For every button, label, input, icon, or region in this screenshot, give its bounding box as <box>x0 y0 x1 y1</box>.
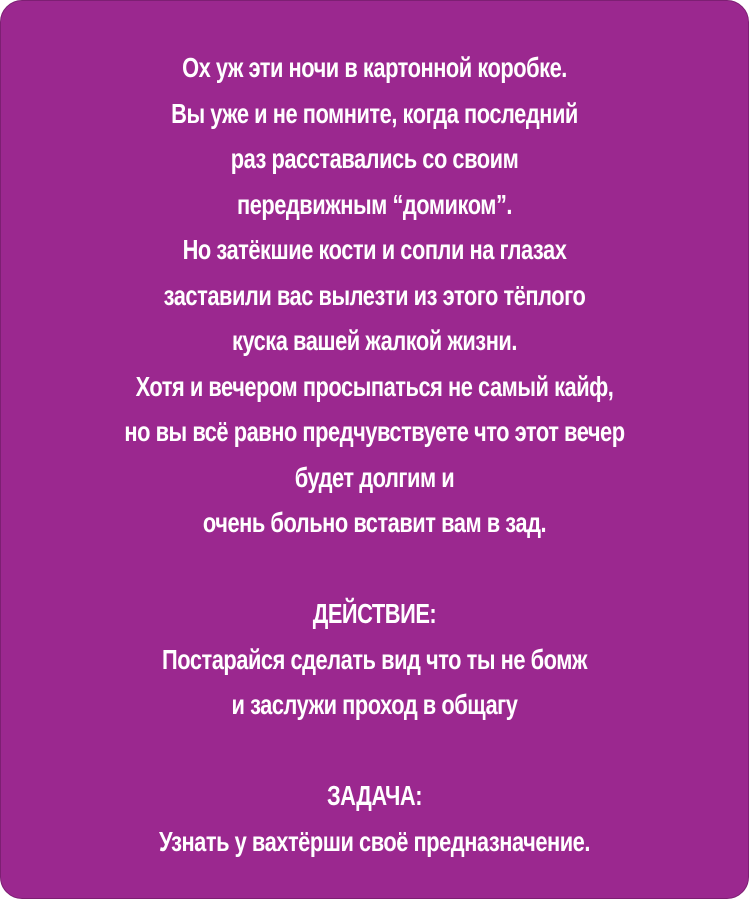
story-text <box>83 45 666 864</box>
intro-line: Ох уж эти ночи в картонной коробке. <box>182 52 567 83</box>
intro-line: раз расставались со своим <box>230 143 519 174</box>
task-heading: ЗАДАЧА: <box>326 780 423 811</box>
intro-line: Но затёкшие кости и сопли на глазах <box>182 234 567 265</box>
intro-line: передвижным “домиком”. <box>236 188 513 220</box>
intro-line: но вы всё равно предчувствуете что этот вечер <box>124 416 625 447</box>
intro-line: будет долгим и <box>294 461 455 493</box>
intro-line: куска вашей жалкой жизни. <box>232 325 517 356</box>
intro-line: заставили вас вылезти из этого тёплого <box>163 279 586 311</box>
spacer <box>83 728 666 774</box>
intro-line: очень больно вставит вам в зад. <box>202 507 547 538</box>
action-heading: ДЕЙСТВИЕ: <box>312 598 437 629</box>
action-line: Постарайся сделать вид что ты не бомж <box>162 643 587 675</box>
intro-line: Вы уже и не помните, когда последний <box>171 97 578 129</box>
intro-line: Хотя и вечером просыпаться не самый кайф, <box>135 370 614 402</box>
task-line: Узнать у вахтёрши своё предназначение. <box>159 825 590 857</box>
spacer <box>83 546 666 592</box>
action-line: и заслужи проход в общагу <box>231 689 518 720</box>
